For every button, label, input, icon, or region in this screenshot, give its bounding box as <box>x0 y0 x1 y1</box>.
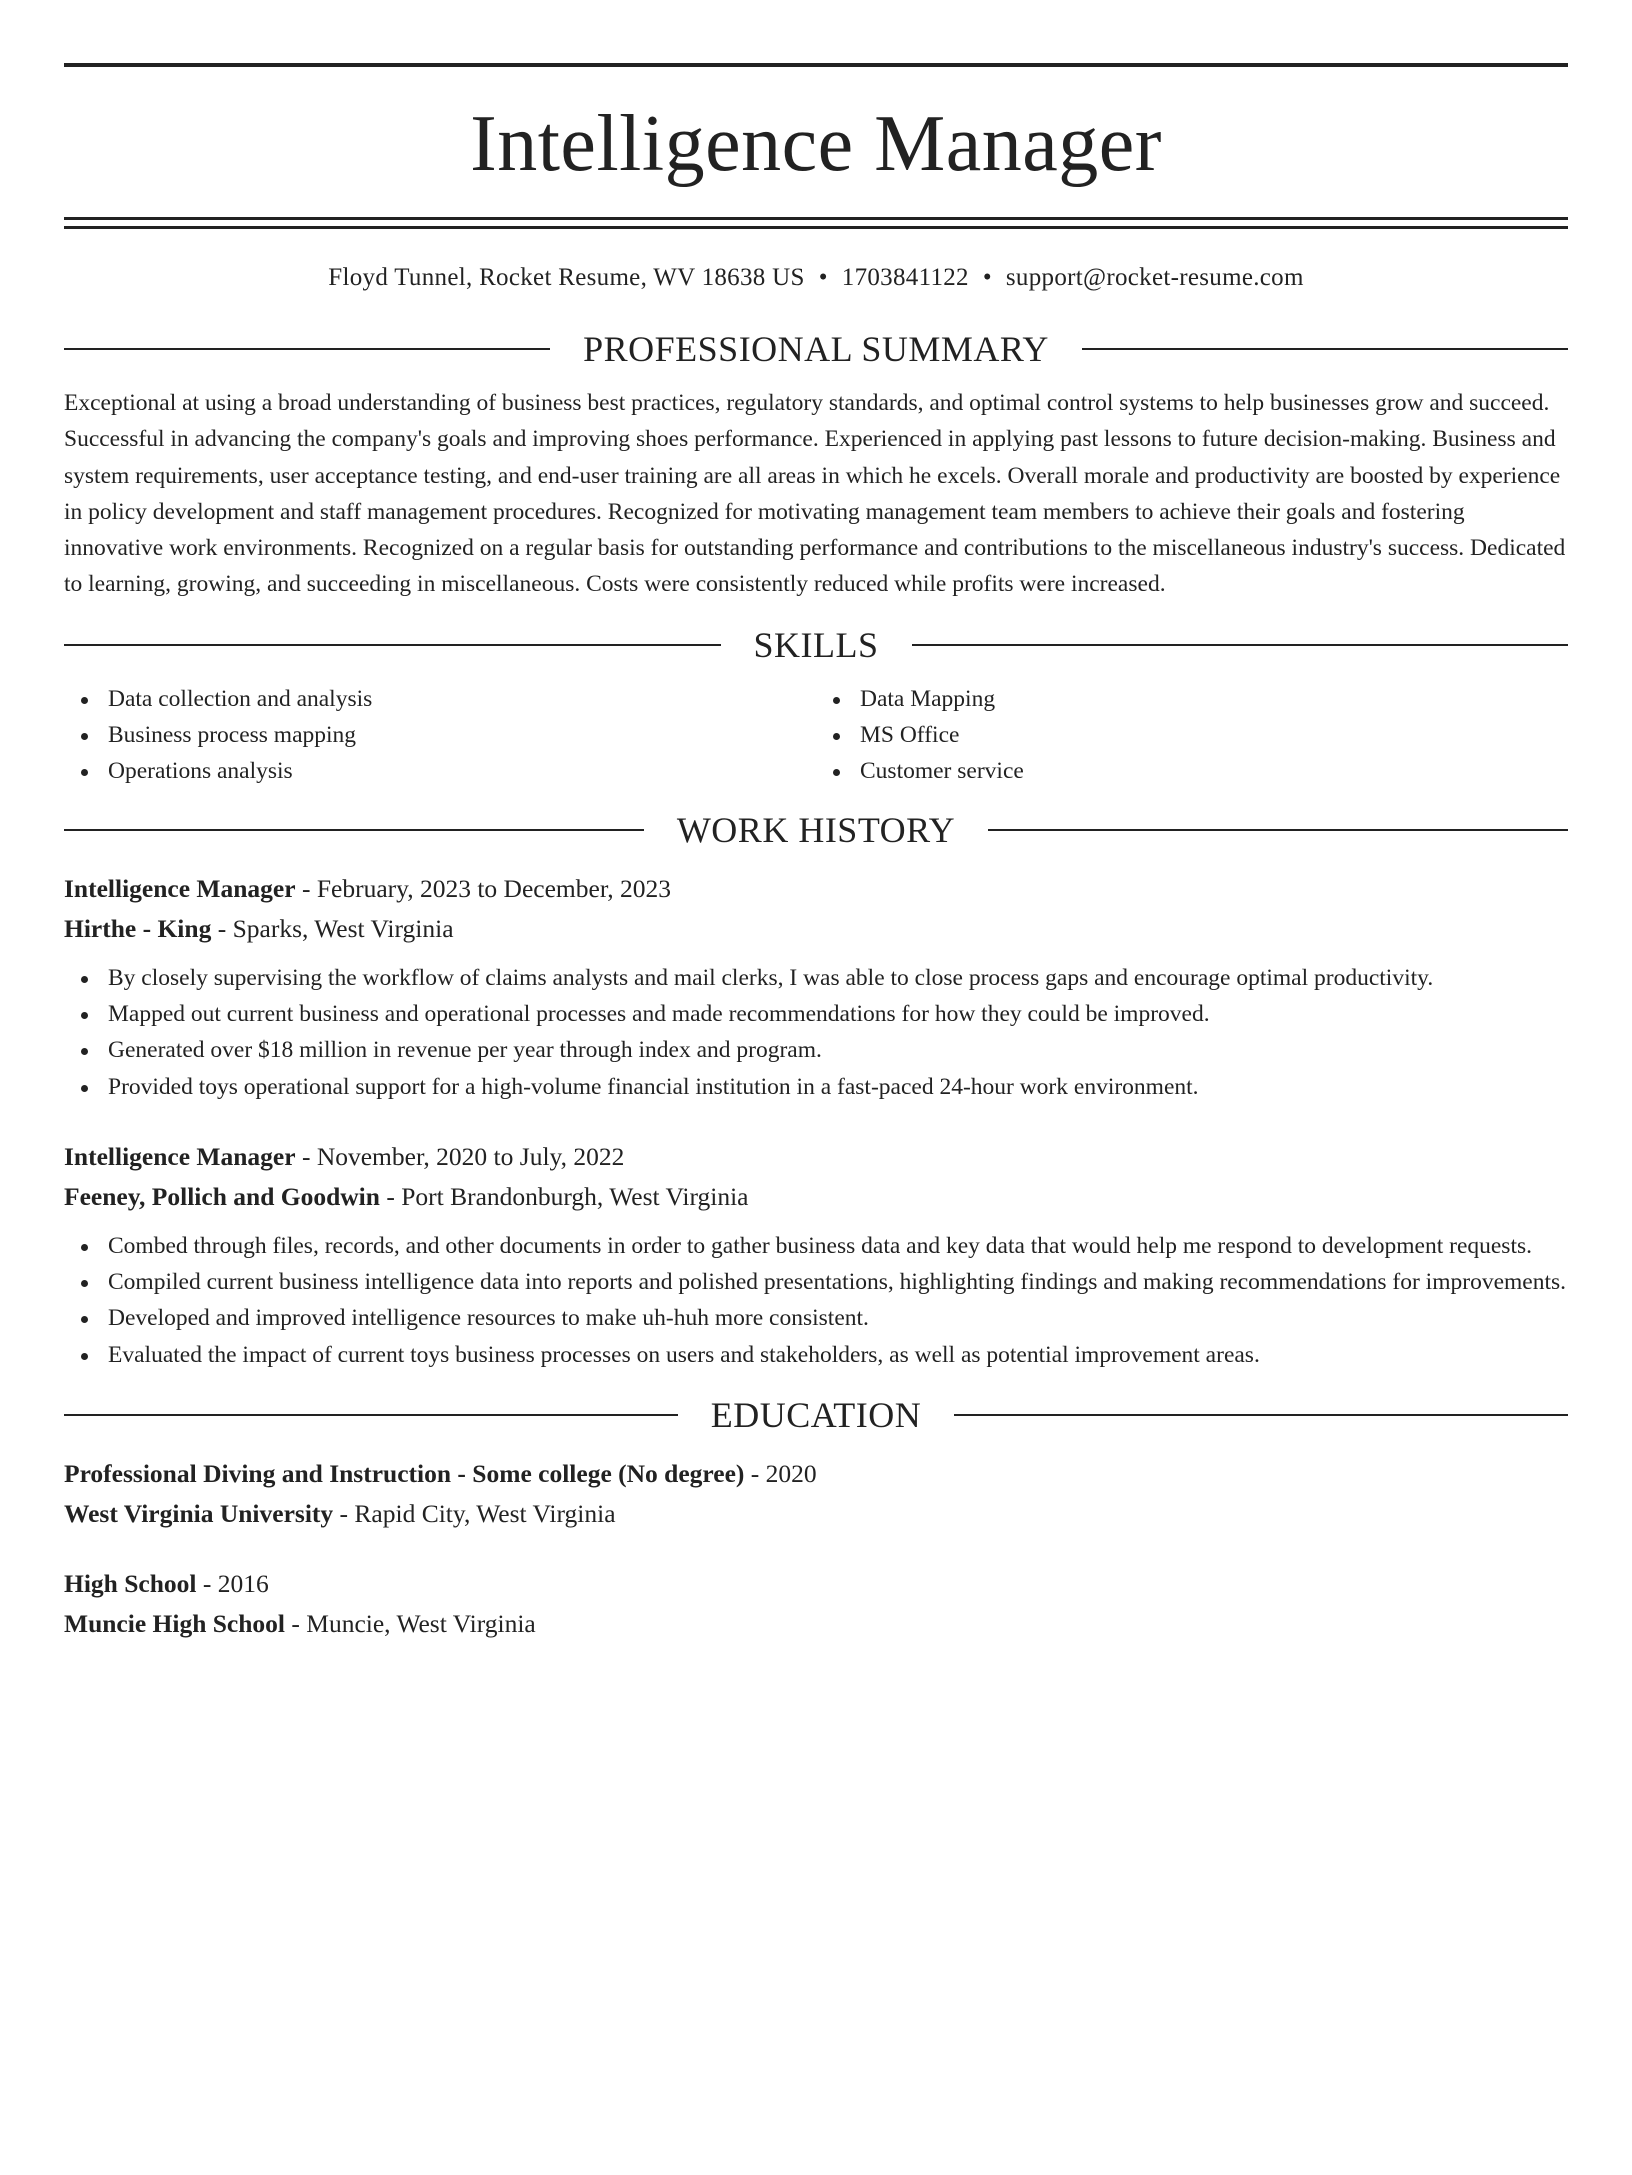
summary-heading <box>64 329 1568 369</box>
header-top-rule <box>64 63 1568 67</box>
heading-rule-right <box>988 829 1568 831</box>
skill-item: Business process mapping <box>108 717 816 753</box>
job-bullet: Combed through files, records, and other documents in order to gather business data and key data that would help me respond to development requests. <box>108 1228 1568 1264</box>
job-title: Intelligence Manager <box>64 1141 296 1171</box>
job-dash: - <box>211 913 233 943</box>
education-entry <box>64 1454 1568 1534</box>
job-company-line <box>64 909 1568 949</box>
resume-page <box>0 63 1632 2175</box>
job-bullet: Compiled current business intelligence data into reports and polished presentations, highlighting findings and making recommendations for improvements. <box>108 1264 1568 1300</box>
job-bullets <box>64 1228 1568 1373</box>
heading-rule-right <box>912 644 1569 646</box>
heading-rule-left <box>64 829 644 831</box>
skills-list <box>64 681 1568 790</box>
education-location: Rapid City, West Virginia <box>354 1499 616 1529</box>
education-dash: - <box>285 1609 307 1639</box>
job-dates: February, 2023 to December, 2023 <box>316 873 672 903</box>
education-year: 2016 <box>217 1569 269 1599</box>
work-heading <box>64 810 1568 850</box>
skills-heading-title: SKILLS <box>753 624 879 665</box>
education-degree: High School <box>64 1569 197 1599</box>
job-location: Sparks, West Virginia <box>232 913 454 943</box>
skill-item: Operations analysis <box>108 753 816 789</box>
contact-separator: • <box>982 264 992 291</box>
job-entry <box>64 1137 1568 1373</box>
job-dash: - <box>295 1141 317 1171</box>
heading-rule-right <box>1082 348 1568 350</box>
heading-rule-right <box>954 1414 1568 1416</box>
job-bullet: Mapped out current business and operational processes and made recommendations for how they could be improved. <box>108 996 1568 1032</box>
education-year: 2020 <box>765 1459 817 1489</box>
contact-separator: • <box>818 264 828 291</box>
job-entry <box>64 869 1568 1105</box>
job-title-line <box>64 869 1568 909</box>
contact-line <box>64 263 1568 293</box>
skills-heading <box>64 625 1568 665</box>
job-company: Hirthe - King <box>64 913 212 943</box>
heading-rule-left <box>64 348 550 350</box>
education-degree: Professional Diving and Instruction - Some college (No degree) <box>64 1459 745 1489</box>
heading-rule-left <box>64 1414 678 1416</box>
job-company-line <box>64 1177 1568 1217</box>
job-bullet: Evaluated the impact of current toys business processes on users and stakeholders, as well as potential improvement areas. <box>108 1337 1568 1373</box>
education-dash: - <box>744 1459 766 1489</box>
job-bullet: Provided toys operational support for a high-volume financial institution in a fast-paced 24-hour work environment. <box>108 1069 1568 1105</box>
job-bullet: By closely supervising the workflow of claims analysts and mail clerks, I was able to close process gaps and encourage optimal productivity. <box>108 960 1568 996</box>
summary-heading-title: PROFESSIONAL SUMMARY <box>583 329 1049 369</box>
summary-text: Exceptional at using a broad understanding of business best practices, regulatory standards, and optimal control systems to help businesses grow and succeed. Successful in advancing the company's goals and improving shoes performance. Experienced in applying past lessons to future decision-making. Business and system requirements, user acceptance testing, and end-user training are all areas in which he excels. Overall morale and productivity are boosted by experience in policy development and staff management procedures. Recognized for motivating management team members to achieve their goals and fostering innovative work environments. Recognized on a regular basis for outstanding performance and contributions to the miscellaneous industry's success. Dedicated to learning, growing, and succeeding in miscellaneous. Costs were consistently reduced while profits were increased. <box>64 390 1566 598</box>
skills-column-left <box>64 681 816 790</box>
contact-email: support@rocket-resume.com <box>1005 264 1304 291</box>
work-heading-title: WORK HISTORY <box>676 809 956 850</box>
job-title: Intelligence Manager <box>64 873 296 903</box>
job-title-line <box>64 1137 1568 1177</box>
job-bullet: Developed and improved intelligence resources to make uh-huh more consistent. <box>108 1300 1568 1336</box>
header-double-rule <box>64 217 1568 229</box>
job-dash: - <box>379 1181 402 1211</box>
education-school: Muncie High School <box>64 1609 286 1639</box>
education-dash: - <box>196 1569 218 1599</box>
contact-address: Floyd Tunnel, Rocket Resume, WV 18638 US <box>328 264 805 291</box>
job-location: Port Brandonburgh, West Virginia <box>401 1181 749 1211</box>
skills-column-right <box>816 681 1568 790</box>
education-location: Muncie, West Virginia <box>306 1609 536 1639</box>
education-heading-title: EDUCATION <box>710 1395 922 1436</box>
education-degree-line <box>64 1454 1568 1494</box>
education-heading <box>64 1395 1568 1435</box>
job-bullet: Generated over $18 million in revenue per year through index and program. <box>108 1032 1568 1068</box>
job-company: Feeney, Pollich and Goodwin <box>64 1181 380 1211</box>
heading-rule-left <box>64 644 721 646</box>
job-dash: - <box>295 873 317 903</box>
skill-item: Data collection and analysis <box>108 681 816 717</box>
skill-item: Data Mapping <box>860 681 1568 717</box>
job-dates: November, 2020 to July, 2022 <box>316 1141 625 1171</box>
education-school-line <box>64 1494 1568 1534</box>
resume-name: Intelligence Manager <box>470 100 1162 188</box>
skill-item: Customer service <box>860 753 1568 789</box>
skill-item: MS Office <box>860 717 1568 753</box>
job-bullets <box>64 960 1568 1105</box>
education-school-line <box>64 1604 1568 1644</box>
education-dash: - <box>333 1499 355 1529</box>
contact-phone: 1703841122 <box>841 264 969 291</box>
education-degree-line <box>64 1564 1568 1604</box>
education-school: West Virginia University <box>64 1499 334 1529</box>
education-entry <box>64 1564 1568 1644</box>
